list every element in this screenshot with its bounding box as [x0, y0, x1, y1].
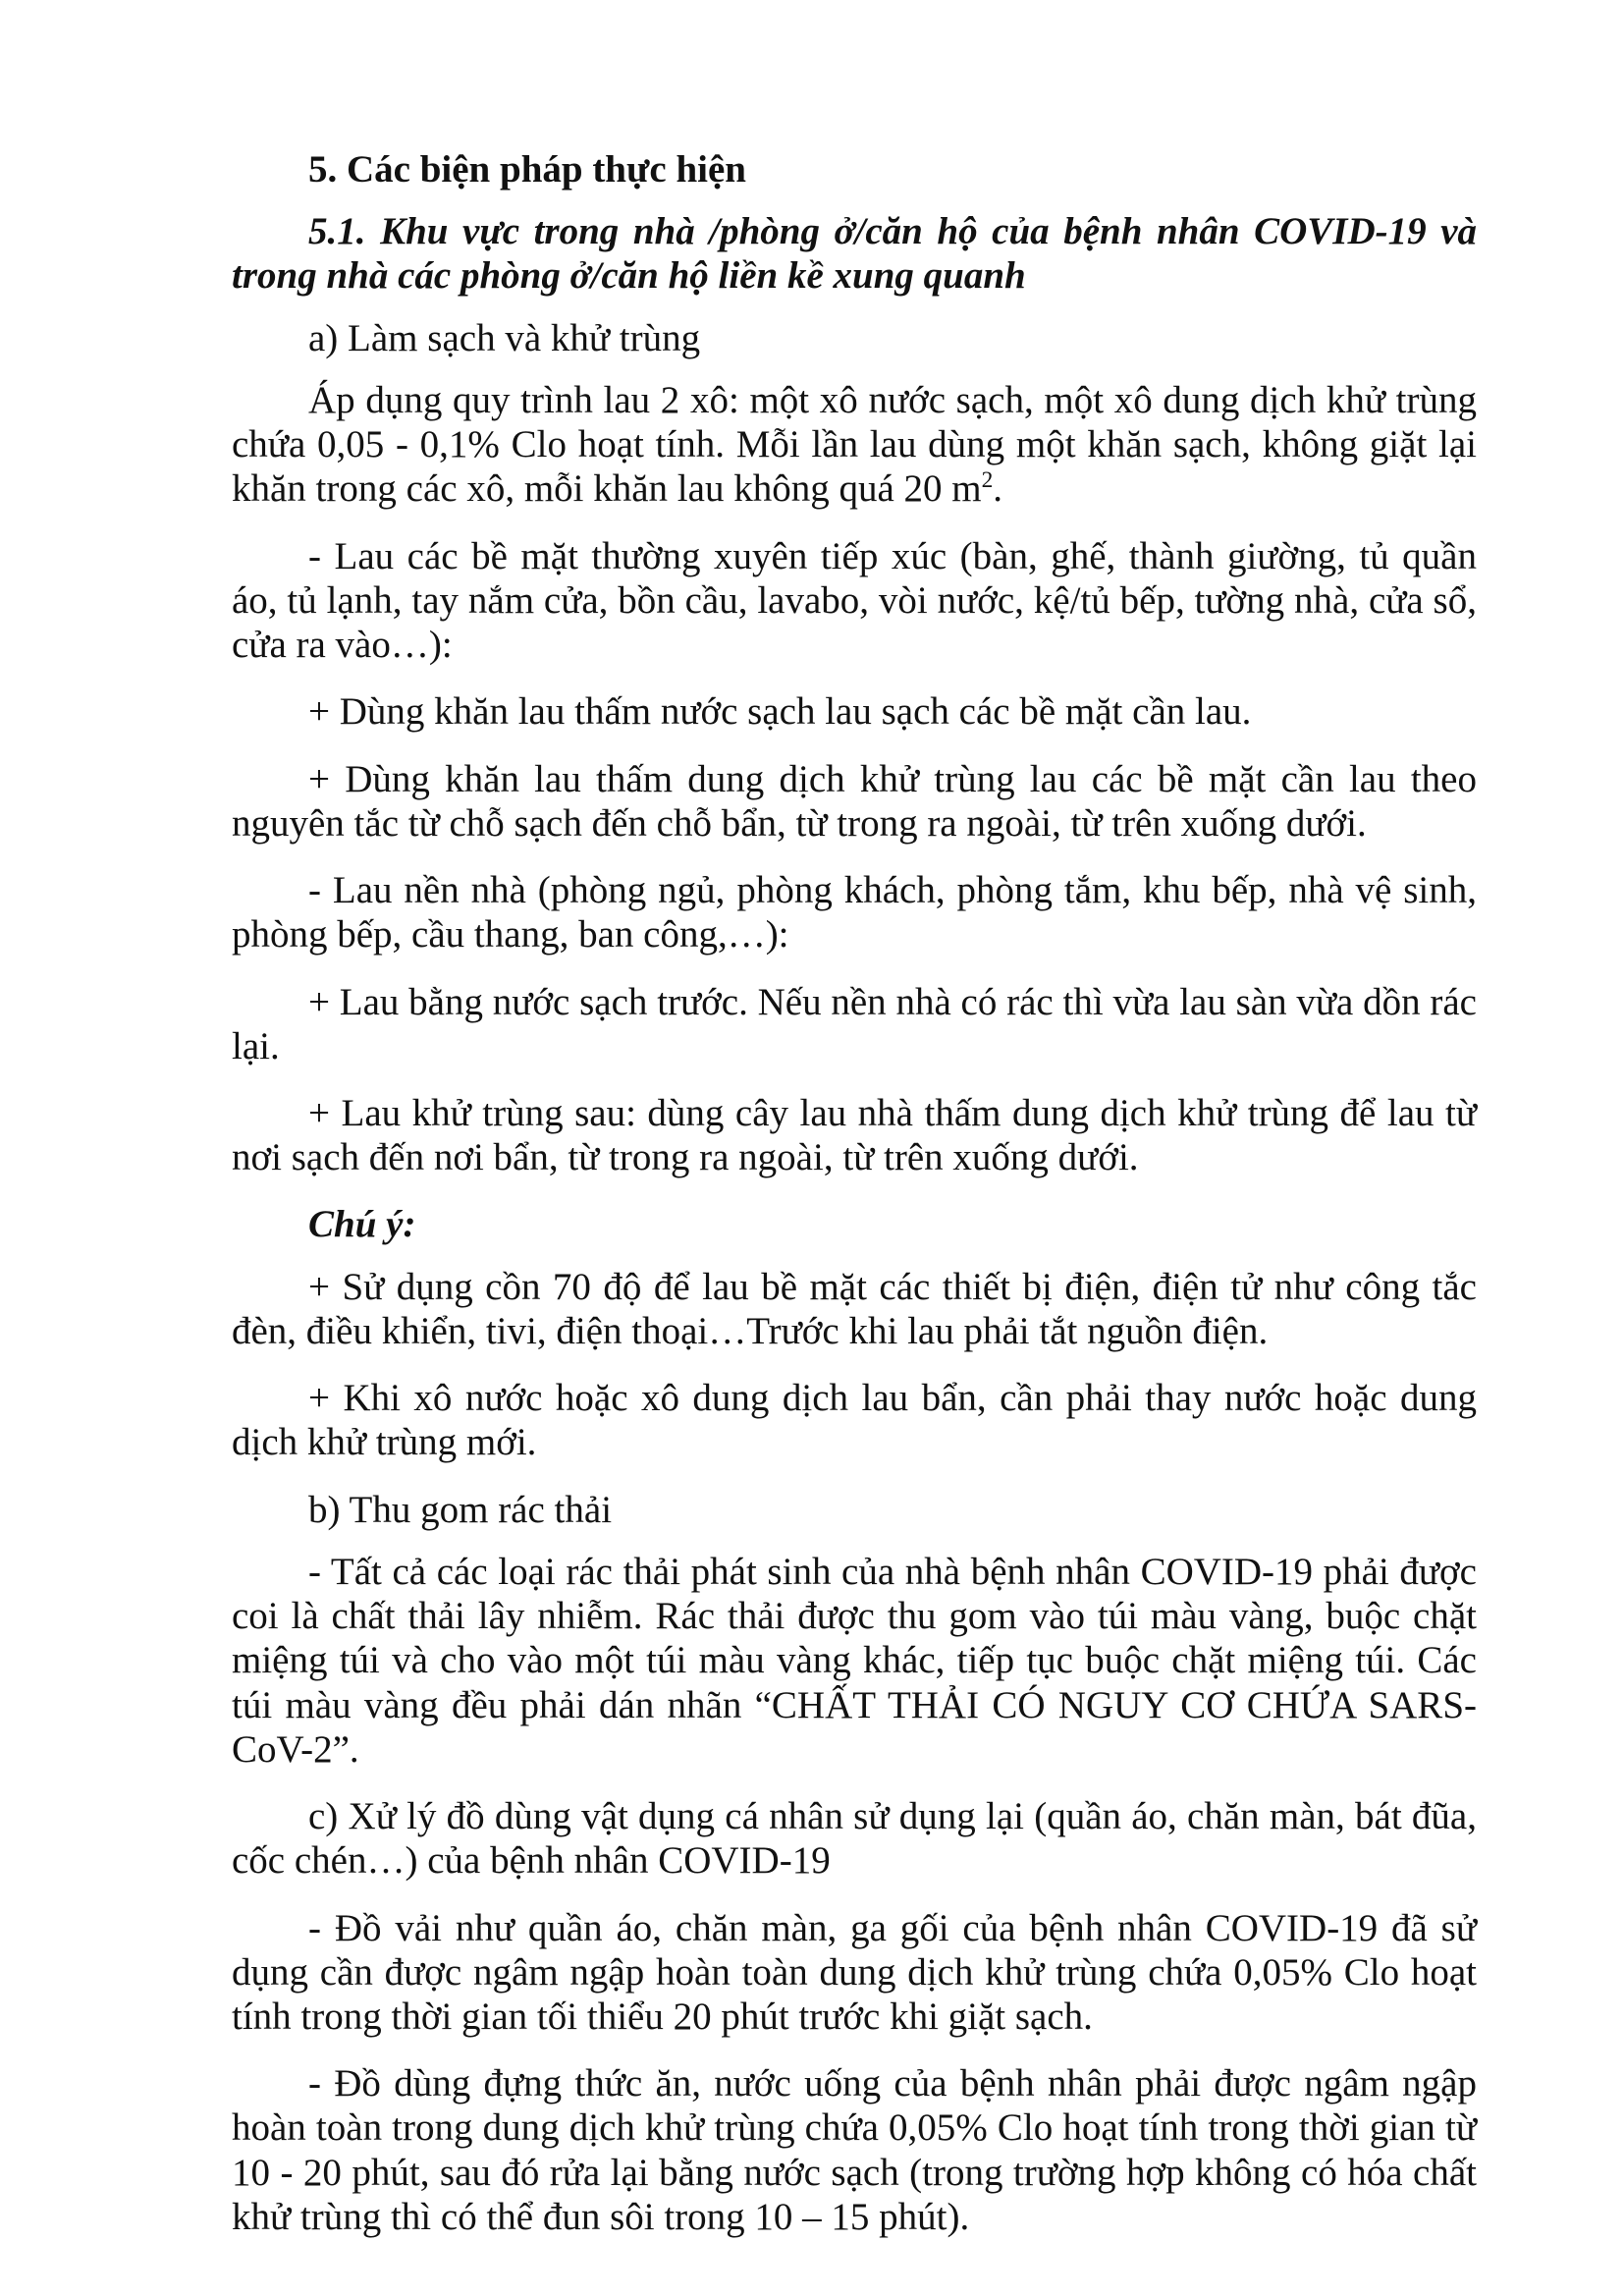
- document-page: [232, 147, 1477, 2262]
- surfaces-step-1: + Dùng khăn lau thấm nước sạch lau sạch các bề mặt cần lau.: [308, 690, 1252, 734]
- part-c-title: c) Xử lý đồ dùng vật dụng cá nhân sử dụng lại (quần áo, chăn màn, bát đũa, cốc chén…) của bệnh nhân COVID-19: [232, 1795, 1477, 1883]
- part-c-item-1: - Đồ vải như quần áo, chăn màn, ga gối của bệnh nhân COVID-19 đã sử dụng cần được ngâm ngập hoàn toàn dung dịch khử trùng chứa 0,05% Clo hoạt tính trong thời gian tối thiểu 20 phút trước khi giặt sạch.: [232, 1906, 1477, 2038]
- part-a-title: a) Làm sạch và khử trùng: [308, 316, 701, 359]
- surfaces-item: - Lau các bề mặt thường xuyên tiếp xúc (bàn, ghế, thành giường, tủ quần áo, tủ lạnh, tay nắm cửa, bồn cầu, lavabo, vòi nước, kệ/tủ bếp, tường nhà, cửa sổ, cửa ra vào…):: [232, 534, 1477, 667]
- subsection-title: 5.1. Khu vực trong nhà /phòng ở/căn hộ của bệnh nhân COVID-19 và trong nhà các phòng ở/căn hộ liền kề xung quanh: [232, 210, 1477, 298]
- part-b-item: - Tất cả các loại rác thải phát sinh của nhà bệnh nhân COVID-19 phải được coi là chất thải lây nhiễm. Rác thải được thu gom vào túi màu vàng, buộc chặt miệng túi và cho vào một túi màu vàng khác, tiếp tục buộc chặt miệng túi. Các túi màu vàng đều phải dán nhãn “CHẤT THẢI CÓ NGUY CƠ CHỨA SARS-CoV-2”.: [232, 1550, 1477, 1771]
- area-unit-superscript: 2: [981, 467, 994, 494]
- part-b-title: b) Thu gom rác thải: [308, 1488, 613, 1531]
- part-a-intro-text: Áp dụng quy trình lau 2 xô: một xô nước sạch, một xô dung dịch khử trùng chứa 0,05 - 0,1% Clo hoạt tính. Mỗi lần lau dùng một khăn sạch, không giặt lại khăn trong các xô, mỗi khăn lau không quá 20 m: [232, 378, 1477, 511]
- note-2: + Khi xô nước hoặc xô dung dịch lau bẩn, cần phải thay nước hoặc dung dịch khử trùng mới.: [232, 1377, 1477, 1464]
- surfaces-step-2: + Dùng khăn lau thấm dung dịch khử trùng lau các bề mặt cần lau theo nguyên tắc từ chỗ sạch đến chỗ bẩn, từ trong ra ngoài, từ trên xuống dưới.: [232, 757, 1477, 845]
- floor-item: - Lau nền nhà (phòng ngủ, phòng khách, phòng tắm, khu bếp, nhà vệ sinh, phòng bếp, cầu thang, ban công,…):: [232, 869, 1477, 957]
- section-title: 5. Các biện pháp thực hiện: [308, 148, 746, 191]
- part-c-item-2: - Đồ dùng đựng thức ăn, nước uống của bệnh nhân phải được ngâm ngập hoàn toàn trong dung dịch khử trùng chứa 0,05% Clo hoạt tính trong thời gian từ 10 - 20 phút, sau đó rửa lại bằng nước sạch (trong trường hợp không có hóa chất khử trùng thì có thể đun sôi trong 10 – 15 phút).: [232, 2062, 1477, 2238]
- floor-step-1: + Lau bằng nước sạch trước. Nếu nền nhà có rác thì vừa lau sàn vừa dồn rác lại.: [232, 980, 1477, 1067]
- note-label: Chú ý:: [308, 1203, 416, 1246]
- note-1: + Sử dụng cồn 70 độ để lau bề mặt các thiết bị điện, điện tử như công tắc đèn, điều khiển, tivi, điện thoại…Trước khi lau phải tắt nguồn điện.: [232, 1265, 1477, 1352]
- part-a-intro: [232, 378, 1477, 512]
- part-a-intro-end: .: [993, 467, 1003, 511]
- floor-step-2: + Lau khử trùng sau: dùng cây lau nhà thấm dung dịch khử trùng để lau từ nơi sạch đến nơi bẩn, từ trong ra ngoài, từ trên xuống dưới.: [232, 1091, 1477, 1179]
